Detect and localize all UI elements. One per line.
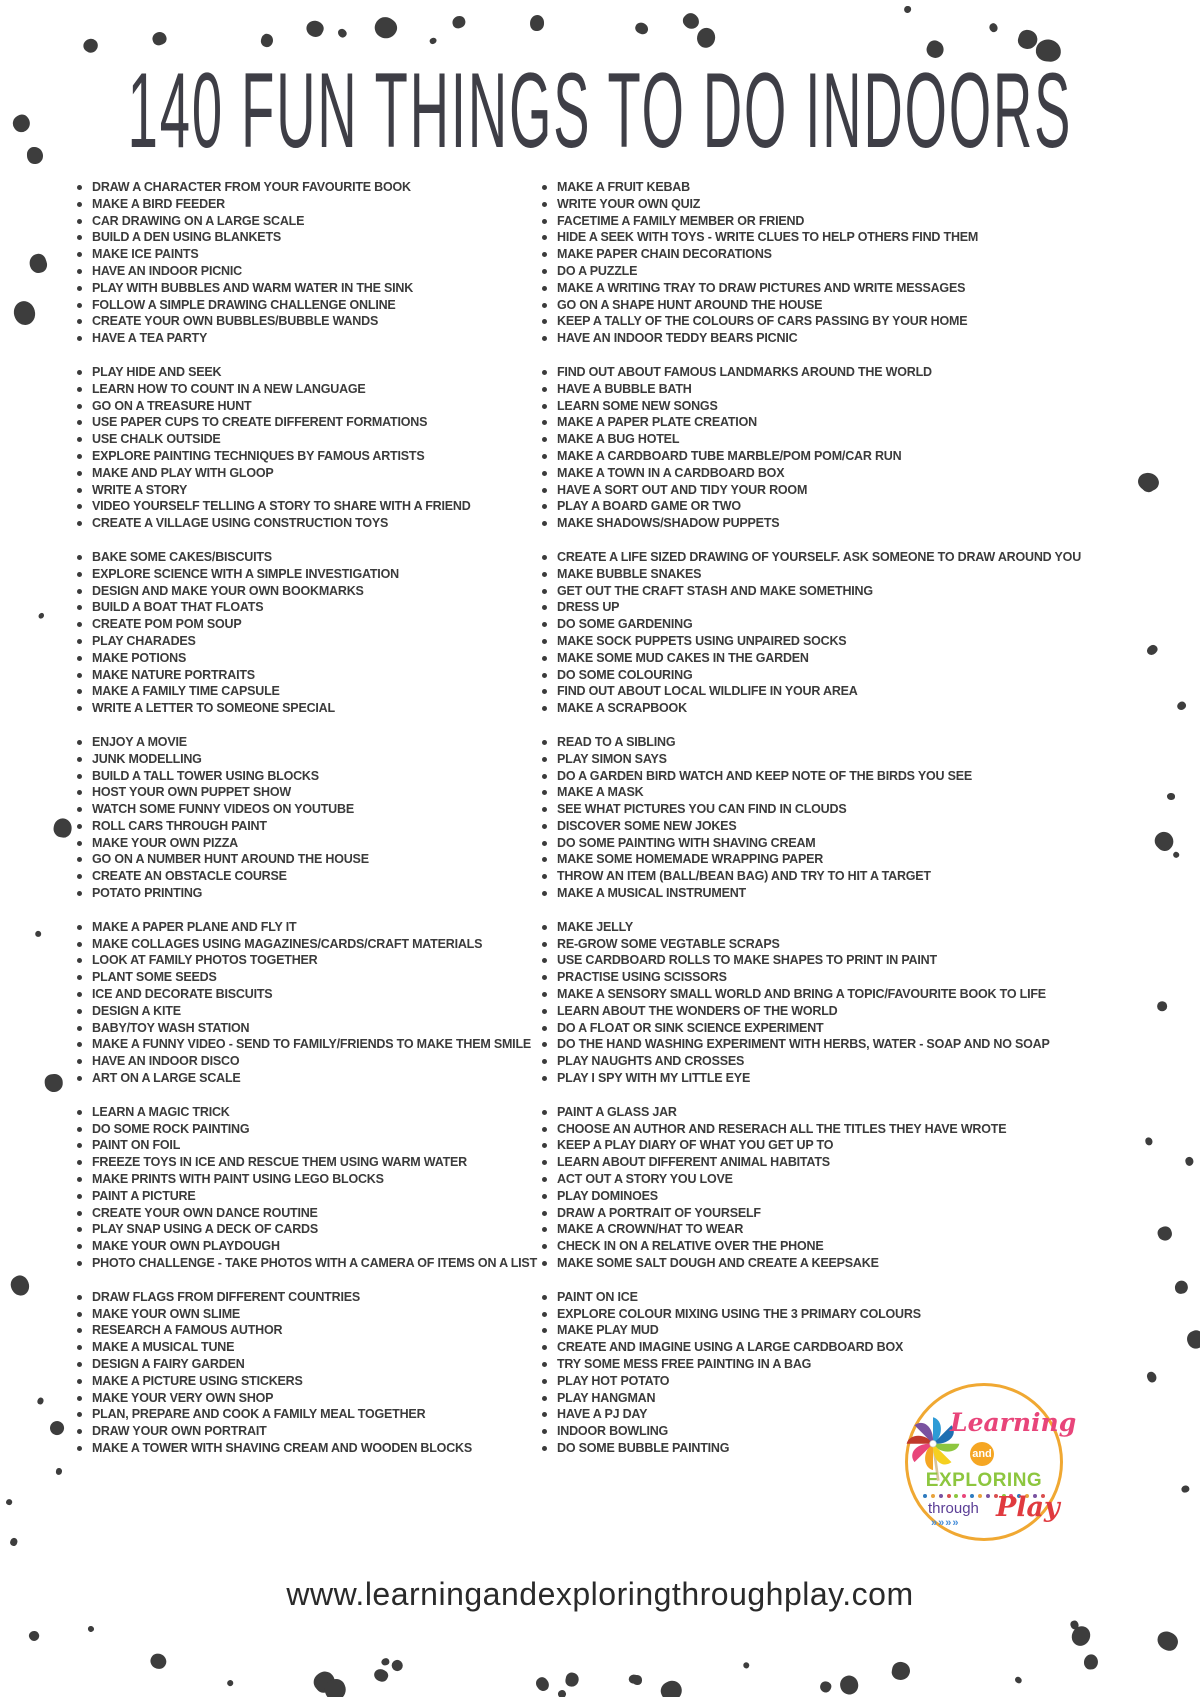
list-item: LEARN SOME NEW SONGS xyxy=(540,398,1100,415)
logo-word-through: through xyxy=(928,1500,979,1517)
list-item: DESIGN A FAIRY GARDEN xyxy=(75,1356,540,1373)
list-item: HOST YOUR OWN PUPPET SHOW xyxy=(75,784,540,801)
divider-dot xyxy=(962,1494,966,1498)
list-item: MAKE A PICTURE USING STICKERS xyxy=(75,1373,540,1390)
list-item: MAKE SOME HOMEMADE WRAPPING PAPER xyxy=(540,851,1100,868)
activity-group xyxy=(75,919,540,1087)
polka-dot xyxy=(35,930,42,937)
polka-dot xyxy=(28,251,50,274)
list-item: MAKE A MASK xyxy=(540,784,1100,801)
list-item: WRITE A STORY xyxy=(75,482,540,499)
logo-word-and: and xyxy=(970,1442,994,1466)
list-item: CREATE AN OBSTACLE COURSE xyxy=(75,868,540,885)
polka-dot xyxy=(56,1467,63,1475)
activity-group xyxy=(75,364,540,532)
activity-group xyxy=(540,364,1100,532)
list-item: MAKE YOUR VERY OWN SHOP xyxy=(75,1390,540,1407)
list-item: MAKE A MUSICAL TUNE xyxy=(75,1339,540,1356)
list-item: MAKE A WRITING TRAY TO DRAW PICTURES AND WRITE MESSAGES xyxy=(540,280,1100,297)
list-item: PAINT ON FOIL xyxy=(75,1137,540,1154)
list-item: PAINT ON ICE xyxy=(540,1289,1100,1306)
list-item: MAKE SOME SALT DOUGH AND CREATE A KEEPSAKE xyxy=(540,1255,1100,1272)
list-item: MAKE A BUG HOTEL xyxy=(540,431,1100,448)
polka-dot xyxy=(1146,1371,1158,1384)
list-item: WRITE YOUR OWN QUIZ xyxy=(540,196,1100,213)
list-item: MAKE A FAMILY TIME CAPSULE xyxy=(75,683,540,700)
logo-word-learning: Learning xyxy=(950,1408,1077,1437)
list-item: HAVE A SORT OUT AND TIDY YOUR ROOM xyxy=(540,482,1100,499)
list-item: HAVE A BUBBLE BATH xyxy=(540,381,1100,398)
polka-dot xyxy=(371,13,400,42)
list-item: BUILD A BOAT THAT FLOATS xyxy=(75,599,540,616)
list-item: FOLLOW A SIMPLE DRAWING CHALLENGE ONLINE xyxy=(75,297,540,314)
list-item: DO SOME PAINTING WITH SHAVING CREAM xyxy=(540,835,1100,852)
polka-dot xyxy=(303,18,325,40)
list-item: CREATE A LIFE SIZED DRAWING OF YOURSELF. ASK SOMEONE TO DRAW AROUND YOU xyxy=(540,549,1100,566)
polka-dot xyxy=(429,37,437,45)
website-url: www.learningandexploringthroughplay.com xyxy=(286,1576,914,1612)
list-item: BAKE SOME CAKES/BISCUITS xyxy=(75,549,540,566)
polka-dot xyxy=(1151,828,1177,854)
polka-dot xyxy=(47,1419,66,1438)
polka-dot xyxy=(565,1672,580,1688)
polka-dot xyxy=(390,1658,404,1672)
list-item: DO SOME BUBBLE PAINTING xyxy=(540,1440,1100,1457)
activity-group xyxy=(540,1104,1100,1272)
polka-dot xyxy=(1172,851,1180,859)
polka-dot xyxy=(658,1677,686,1697)
list-item: LOOK AT FAMILY PHOTOS TOGETHER xyxy=(75,952,540,969)
polka-dot xyxy=(633,21,649,36)
list-item: HAVE A PJ DAY xyxy=(540,1406,1100,1423)
list-item: THROW AN ITEM (BALL/BEAN BAG) AND TRY TO HIT A TARGET xyxy=(540,868,1100,885)
list-item: MAKE A TOWN IN A CARDBOARD BOX xyxy=(540,465,1100,482)
list-item: MAKE A TOWER WITH SHAVING CREAM AND WOODEN BLOCKS xyxy=(75,1440,540,1457)
polka-dot xyxy=(52,817,73,839)
list-item: PLAY SIMON SAYS xyxy=(540,751,1100,768)
list-item: WRITE A LETTER TO SOMEONE SPECIAL xyxy=(75,700,540,717)
logo-word-play: Play xyxy=(996,1492,1060,1523)
list-item: ROLL CARS THROUGH PAINT xyxy=(75,818,540,835)
list-item: FIND OUT ABOUT FAMOUS LANDMARKS AROUND THE WORLD xyxy=(540,364,1100,381)
polka-dot xyxy=(148,1651,169,1672)
list-item: TRY SOME MESS FREE PAINTING IN A BAG xyxy=(540,1356,1100,1373)
list-item: HAVE A TEA PARTY xyxy=(75,330,540,347)
polka-dot xyxy=(1084,1654,1098,1670)
list-item: MAKE A PAPER PLATE CREATION xyxy=(540,414,1100,431)
list-item: PLAY SNAP USING A DECK OF CARDS xyxy=(75,1221,540,1238)
polka-dot xyxy=(530,14,545,31)
list-item: USE CARDBOARD ROLLS TO MAKE SHAPES TO PRINT IN PAINT xyxy=(540,952,1100,969)
polka-dot xyxy=(1156,1001,1166,1011)
list-item: CREATE A VILLAGE USING CONSTRUCTION TOYS xyxy=(75,515,540,532)
list-item: PLAY WITH BUBBLES AND WARM WATER IN THE SINK xyxy=(75,280,540,297)
list-item: INDOOR BOWLING xyxy=(540,1423,1100,1440)
list-item: PRACTISE USING SCISSORS xyxy=(540,969,1100,986)
page-title-text: 140 FUN THINGS TO DO INDOORS xyxy=(127,49,1073,170)
list-item: MAKE PRINTS WITH PAINT USING LEGO BLOCKS xyxy=(75,1171,540,1188)
divider-dot xyxy=(923,1494,927,1498)
divider-dot xyxy=(931,1494,935,1498)
activity-group xyxy=(540,734,1100,902)
list-item: READ TO A SIBLING xyxy=(540,734,1100,751)
list-item: DO A GARDEN BIRD WATCH AND KEEP NOTE OF THE BIRDS YOU SEE xyxy=(540,768,1100,785)
polka-dot xyxy=(87,1625,95,1633)
list-item: KEEP A PLAY DIARY OF WHAT YOU GET UP TO xyxy=(540,1137,1100,1154)
list-item: PLAY DOMINOES xyxy=(540,1188,1100,1205)
polka-dot xyxy=(380,1657,390,1666)
polka-dot xyxy=(1184,1156,1195,1167)
page-title xyxy=(0,48,1200,173)
polka-dot xyxy=(1185,1328,1200,1351)
polka-dot xyxy=(632,1675,642,1685)
polka-dot xyxy=(1166,792,1174,800)
polka-dot xyxy=(1174,1280,1189,1295)
list-item: GO ON A SHAPE HUNT AROUND THE HOUSE xyxy=(540,297,1100,314)
list-item: MAKE YOUR OWN SLIME xyxy=(75,1306,540,1323)
polka-dot xyxy=(534,1675,552,1693)
list-item: CHECK IN ON A RELATIVE OVER THE PHONE xyxy=(540,1238,1100,1255)
polka-dot xyxy=(5,1498,13,1506)
right-column xyxy=(540,179,1100,1457)
list-item: MAKE AND PLAY WITH GLOOP xyxy=(75,465,540,482)
polka-dot xyxy=(337,27,348,38)
polka-dot xyxy=(742,1661,750,1669)
list-item: PLAY NAUGHTS AND CROSSES xyxy=(540,1053,1100,1070)
polka-dot xyxy=(1176,700,1188,711)
polka-dot xyxy=(890,1661,911,1682)
divider-dot xyxy=(978,1494,982,1498)
polka-dot xyxy=(680,11,702,33)
list-item: EXPLORE PAINTING TECHNIQUES BY FAMOUS ARTISTS xyxy=(75,448,540,465)
list-item: DISCOVER SOME NEW JOKES xyxy=(540,818,1100,835)
polka-dot xyxy=(11,298,38,327)
activity-group xyxy=(540,919,1100,1087)
list-item: DESIGN A KITE xyxy=(75,1003,540,1020)
list-item: DO A PUZZLE xyxy=(540,263,1100,280)
polka-dot xyxy=(1181,1485,1190,1493)
list-item: MAKE YOUR OWN PLAYDOUGH xyxy=(75,1238,540,1255)
list-item: PLANT SOME SEEDS xyxy=(75,969,540,986)
list-item: MAKE COLLAGES USING MAGAZINES/CARDS/CRAFT MATERIALS xyxy=(75,936,540,953)
list-item: MAKE A MUSICAL INSTRUMENT xyxy=(540,885,1100,902)
list-item: FACETIME A FAMILY MEMBER OR FRIEND xyxy=(540,213,1100,230)
divider-dot xyxy=(947,1494,951,1498)
divider-dot xyxy=(986,1494,990,1498)
polka-dot xyxy=(9,1537,19,1547)
list-item: ACT OUT A STORY YOU LOVE xyxy=(540,1171,1100,1188)
list-item: USE CHALK OUTSIDE xyxy=(75,431,540,448)
divider-dot xyxy=(939,1494,943,1498)
list-item: EXPLORE SCIENCE WITH A SIMPLE INVESTIGATION xyxy=(75,566,540,583)
list-item: PHOTO CHALLENGE - TAKE PHOTOS WITH A CAMERA OF ITEMS ON A LIST xyxy=(75,1255,540,1272)
polka-dot xyxy=(838,1674,860,1697)
list-item: SEE WHAT PICTURES YOU CAN FIND IN CLOUDS xyxy=(540,801,1100,818)
logo-learning-and-exploring-through-play xyxy=(905,1383,1077,1541)
polka-dot xyxy=(1013,1676,1022,1685)
polka-dot xyxy=(1136,470,1160,492)
logo-word-exploring: EXPLORING xyxy=(925,1470,1043,1491)
polka-dot xyxy=(1154,1628,1181,1654)
activity-list xyxy=(75,179,1100,1457)
list-item: FIND OUT ABOUT LOCAL WILDLIFE IN YOUR AREA xyxy=(540,683,1100,700)
list-item: CAR DRAWING ON A LARGE SCALE xyxy=(75,213,540,230)
activity-group xyxy=(75,549,540,717)
list-item: HAVE AN INDOOR TEDDY BEARS PICNIC xyxy=(540,330,1100,347)
list-item: POTATO PRINTING xyxy=(75,885,540,902)
polka-dot xyxy=(28,1629,41,1642)
list-item: ART ON A LARGE SCALE xyxy=(75,1070,540,1087)
polka-dot xyxy=(37,611,45,619)
list-item: CREATE POM POM SOUP xyxy=(75,616,540,633)
polka-dot xyxy=(696,27,717,50)
polka-dot xyxy=(7,1272,32,1298)
list-item: KEEP A TALLY OF THE COLOURS OF CARS PASSING BY YOUR HOME xyxy=(540,313,1100,330)
list-item: HAVE AN INDOOR PICNIC xyxy=(75,263,540,280)
polka-dot xyxy=(558,1690,568,1697)
list-item: LEARN A MAGIC TRICK xyxy=(75,1104,540,1121)
activity-group xyxy=(75,1104,540,1272)
polka-dot xyxy=(44,1074,63,1093)
list-item: LEARN ABOUT DIFFERENT ANIMAL HABITATS xyxy=(540,1154,1100,1171)
polka-dot xyxy=(818,1679,833,1694)
list-item: MAKE PLAY MUD xyxy=(540,1322,1100,1339)
list-item: MAKE YOUR OWN PIZZA xyxy=(75,835,540,852)
left-column xyxy=(75,179,540,1457)
polka-dot xyxy=(451,15,467,30)
list-item: VIDEO YOURSELF TELLING A STORY TO SHARE WITH A FRIEND xyxy=(75,498,540,515)
list-item: RESEARCH A FAMOUS AUTHOR xyxy=(75,1322,540,1339)
polka-dot xyxy=(1145,643,1159,657)
polka-dot xyxy=(904,5,912,13)
list-item: EXPLORE COLOUR MIXING USING THE 3 PRIMARY COLOURS xyxy=(540,1306,1100,1323)
polka-dot xyxy=(37,1397,45,1405)
activity-group xyxy=(75,734,540,902)
divider-dot xyxy=(970,1494,974,1498)
list-item: PAINT A PICTURE xyxy=(75,1188,540,1205)
list-item: CREATE YOUR OWN BUBBLES/BUBBLE WANDS xyxy=(75,313,540,330)
list-item: GET OUT THE CRAFT STASH AND MAKE SOMETHING xyxy=(540,583,1100,600)
list-item: MAKE A SENSORY SMALL WORLD AND BRING A TOPIC/FAVOURITE BOOK TO LIFE xyxy=(540,986,1100,1003)
list-item: DRAW FLAGS FROM DIFFERENT COUNTRIES xyxy=(75,1289,540,1306)
list-item: MAKE A FRUIT KEBAB xyxy=(540,179,1100,196)
list-item: BUILD A DEN USING BLANKETS xyxy=(75,229,540,246)
list-item: DO THE HAND WASHING EXPERIMENT WITH HERBS, WATER - SOAP AND NO SOAP xyxy=(540,1036,1100,1053)
polka-dot xyxy=(372,1667,390,1684)
list-item: PAINT A GLASS JAR xyxy=(540,1104,1100,1121)
list-item: MAKE SOCK PUPPETS USING UNPAIRED SOCKS xyxy=(540,633,1100,650)
list-item: DO SOME GARDENING xyxy=(540,616,1100,633)
list-item: BUILD A TALL TOWER USING BLOCKS xyxy=(75,768,540,785)
list-item: RE-GROW SOME VEGTABLE SCRAPS xyxy=(540,936,1100,953)
list-item: MAKE NATURE PORTRAITS xyxy=(75,667,540,684)
polka-dot xyxy=(151,30,168,47)
polka-dot xyxy=(226,1679,234,1687)
list-item: USE PAPER CUPS TO CREATE DIFFERENT FORMATIONS xyxy=(75,414,540,431)
list-item: MAKE A CARDBOARD TUBE MARBLE/POM POM/CAR RUN xyxy=(540,448,1100,465)
list-item: DRAW YOUR OWN PORTRAIT xyxy=(75,1423,540,1440)
list-item: CREATE AND IMAGINE USING A LARGE CARDBOARD BOX xyxy=(540,1339,1100,1356)
list-item: HIDE A SEEK WITH TOYS - WRITE CLUES TO HELP OTHERS FIND THEM xyxy=(540,229,1100,246)
list-item: MAKE A SCRAPBOOK xyxy=(540,700,1100,717)
list-item: MAKE A PAPER PLANE AND FLY IT xyxy=(75,919,540,936)
list-item: MAKE A CROWN/HAT TO WEAR xyxy=(540,1221,1100,1238)
polka-dot xyxy=(1156,1225,1174,1243)
divider-dot xyxy=(954,1494,958,1498)
list-item: MAKE SOME MUD CAKES IN THE GARDEN xyxy=(540,650,1100,667)
list-item: ENJOY A MOVIE xyxy=(75,734,540,751)
list-item: MAKE A BIRD FEEDER xyxy=(75,196,540,213)
polka-dot xyxy=(259,33,274,49)
list-item: MAKE BUBBLE SNAKES xyxy=(540,566,1100,583)
list-item: CHOOSE AN AUTHOR AND RESERACH ALL THE TITLES THEY HAVE WROTE xyxy=(540,1121,1100,1138)
list-item: PLAY HANGMAN xyxy=(540,1390,1100,1407)
list-item: DO SOME COLOURING xyxy=(540,667,1100,684)
list-item: DO SOME ROCK PAINTING xyxy=(75,1121,540,1138)
activity-group xyxy=(540,549,1100,717)
list-item: PLAY I SPY WITH MY LITTLE EYE xyxy=(540,1070,1100,1087)
list-item: DRAW A CHARACTER FROM YOUR FAVOURITE BOOK xyxy=(75,179,540,196)
list-item: WATCH SOME FUNNY VIDEOS ON YOUTUBE xyxy=(75,801,540,818)
list-item: MAKE PAPER CHAIN DECORATIONS xyxy=(540,246,1100,263)
list-item: PLAY HIDE AND SEEK xyxy=(75,364,540,381)
list-item: CREATE YOUR OWN DANCE ROUTINE xyxy=(75,1205,540,1222)
list-item: LEARN ABOUT THE WONDERS OF THE WORLD xyxy=(540,1003,1100,1020)
list-item: JUNK MODELLING xyxy=(75,751,540,768)
list-item: BABY/TOY WASH STATION xyxy=(75,1020,540,1037)
list-item: MAKE ICE PAINTS xyxy=(75,246,540,263)
logo-chevrons-decoration: »»»» xyxy=(931,1517,960,1529)
polka-dot xyxy=(1144,1136,1153,1146)
list-item: HAVE AN INDOOR DISCO xyxy=(75,1053,540,1070)
list-item: PLAY HOT POTATO xyxy=(540,1373,1100,1390)
list-item: PLAY CHARADES xyxy=(75,633,540,650)
list-item: PLAN, PREPARE AND COOK A FAMILY MEAL TOGETHER xyxy=(75,1406,540,1423)
list-item: PLAY A BOARD GAME OR TWO xyxy=(540,498,1100,515)
list-item: DESIGN AND MAKE YOUR OWN BOOKMARKS xyxy=(75,583,540,600)
list-item: MAKE POTIONS xyxy=(75,650,540,667)
list-item: DRESS UP xyxy=(540,599,1100,616)
activity-group xyxy=(75,179,540,347)
list-item: DRAW A PORTRAIT OF YOURSELF xyxy=(540,1205,1100,1222)
list-item: MAKE JELLY xyxy=(540,919,1100,936)
list-item: MAKE SHADOWS/SHADOW PUPPETS xyxy=(540,515,1100,532)
list-item: GO ON A TREASURE HUNT xyxy=(75,398,540,415)
list-item: FREEZE TOYS IN ICE AND RESCUE THEM USING WARM WATER xyxy=(75,1154,540,1171)
list-item: LEARN HOW TO COUNT IN A NEW LANGUAGE xyxy=(75,381,540,398)
list-item: ICE AND DECORATE BISCUITS xyxy=(75,986,540,1003)
list-item: DO A FLOAT OR SINK SCIENCE EXPERIMENT xyxy=(540,1020,1100,1037)
list-item: MAKE A FUNNY VIDEO - SEND TO FAMILY/FRIENDS TO MAKE THEM SMILE xyxy=(75,1036,540,1053)
list-item: GO ON A NUMBER HUNT AROUND THE HOUSE xyxy=(75,851,540,868)
activity-group xyxy=(75,1289,540,1457)
polka-dot xyxy=(988,22,998,33)
activity-group xyxy=(540,179,1100,347)
